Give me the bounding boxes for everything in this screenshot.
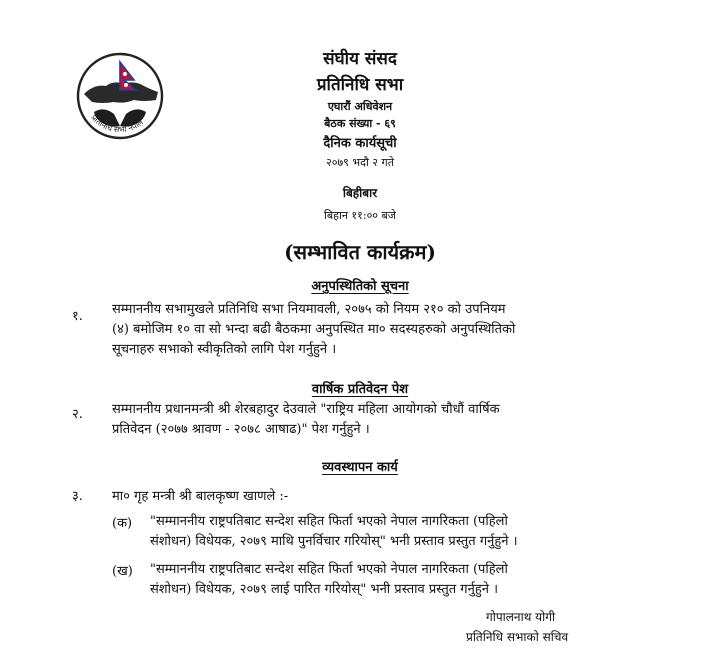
signature-name: गोपालनाथ योगी bbox=[486, 610, 556, 624]
agenda-title: दैनिक कार्यसूची bbox=[323, 136, 397, 151]
section-heading-absence: अनुपस्थितिको सूचना bbox=[311, 279, 409, 294]
signature-title: प्रतिनिधि सभाको सचिव bbox=[466, 630, 569, 644]
section-number: २. bbox=[72, 407, 83, 422]
section-heading-annual-report: वार्षिक प्रतिवेदन पेश bbox=[311, 382, 409, 397]
agenda-day: बिहीबार bbox=[342, 186, 378, 200]
item-label-kha: (ख) bbox=[112, 564, 133, 579]
meeting-number: बैठक संख्या - ६९ bbox=[324, 117, 396, 130]
section-heading-legislative: व्यवस्थापन कार्य bbox=[322, 460, 398, 475]
agenda-time: बिहान ११:०० बजे bbox=[324, 209, 396, 222]
item-body-ka: "सम्माननीय राष्ट्रपतिबाट सन्देश सहित फिर्ता भएको नेपाल नागरिकता (पहिलो संशोधन) विधेयक, २०७९ माथि पुनर्विचार गरियोस्" भनी प्रस्ताव प्रस्तुत गर्नुहुने । bbox=[150, 514, 518, 549]
section-body-annual-report: सम्माननीय प्रधानमन्त्री श्री शेरबहादुर देउवाले "राष्ट्रिय महिला आयोगको चौधौं वार्षिक प्रतिवेदन (२०७७ श्रावण - २०७८ आषाढ)" पेश गर्नुहुने । bbox=[112, 402, 500, 437]
agenda-date: २०७९ भदौ २ गते bbox=[326, 156, 394, 169]
legislative-intro: मा० गृह मन्त्री श्री बालकृष्ण खाणले :- bbox=[112, 489, 289, 504]
session-label: एघारौं अधिवेशन bbox=[327, 100, 393, 113]
item-body-kha: "सम्माननीय राष्ट्रपतिबाट सन्देश सहित फिर्ता भएको नेपाल नागरिकता (पहिलो संशोधन) विधेयक, २०७९ लाई पारित गरियोस्" भनी प्रस्ताव प्रस्तुत गर्नुहुने । bbox=[150, 562, 508, 597]
header-line1: संघीय संसद bbox=[323, 49, 397, 69]
section-number: ३. bbox=[72, 489, 83, 504]
item-label-ka: (क) bbox=[112, 516, 133, 531]
section-number: १. bbox=[72, 309, 83, 324]
emblem-caption: प्रतिनिधि सभा नेपाल bbox=[89, 112, 145, 135]
section-body-absence: सम्माननीय सभामुखले प्रतिनिधि सभा नियमावली, २०७५ को नियम २१० को उपनियम (४) बमोजिम १० वा सो भन्दा बढी बैठकमा अनुपस्थित मा० सदस्यहरुको अनुपस्थितिको सूचनाहरु सभाको स्वीकृतिको लागि पेश गर्नुहुने । bbox=[112, 302, 516, 357]
program-title: (सम्भावित कार्यक्रम) bbox=[284, 240, 436, 264]
header-line2: प्रतिनिधि सभा bbox=[316, 75, 404, 95]
